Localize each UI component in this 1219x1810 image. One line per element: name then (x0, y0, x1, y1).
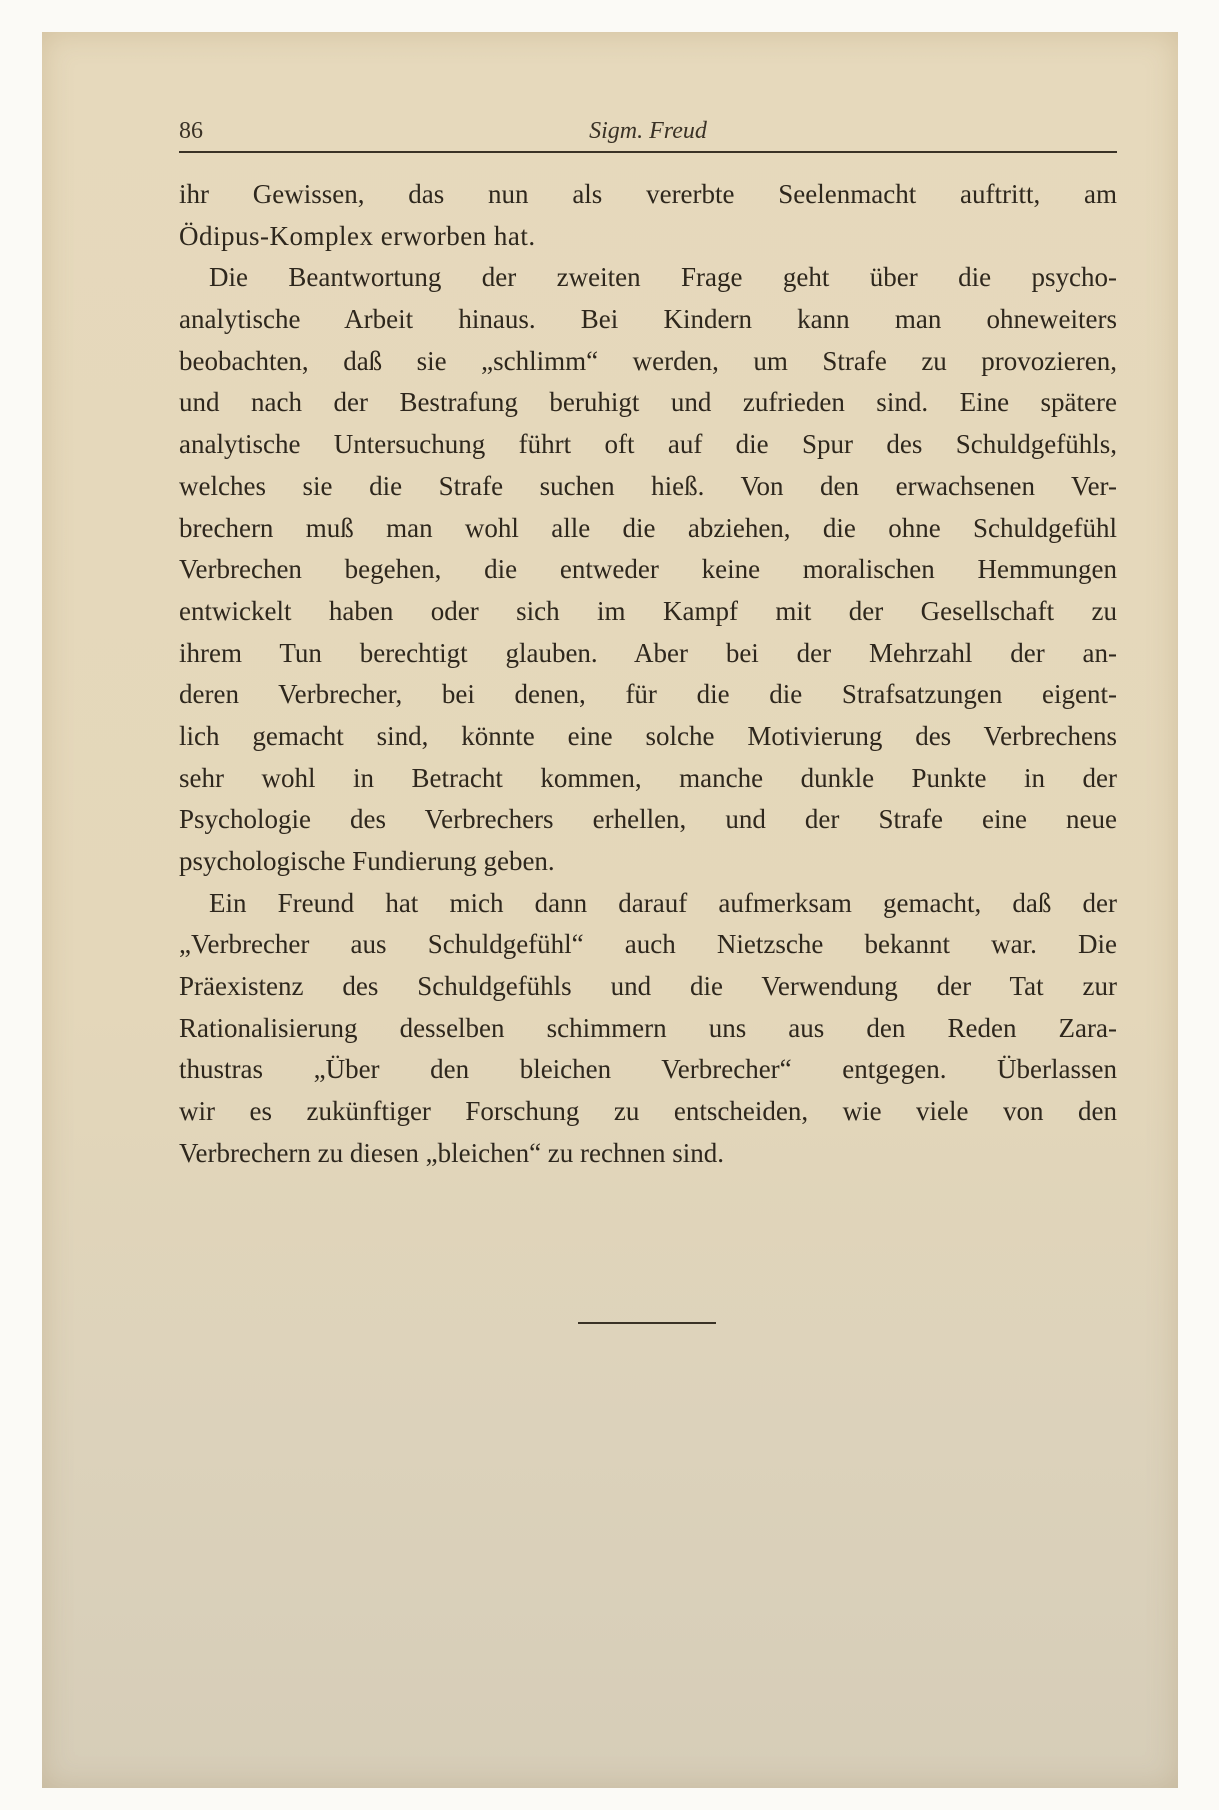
text-line: thustras „Über den bleichen Verbrecher“ entgegen. Überlassen (179, 1054, 1117, 1085)
body-text (179, 174, 1117, 1175)
text-line: brechern muß man wohl alle die abziehen, die ohne Schuldgefühl (179, 512, 1117, 543)
text-line: beobachten, daß sie „schlimm“ werden, um Strafe zu provozieren, (179, 345, 1117, 376)
text-line: Ein Freund hat mich dann darauf aufmerksam gemacht, daß der (209, 887, 1117, 918)
text-line: ihr Gewissen, das nun als vererbte Seelenmacht auftritt, am (179, 179, 1117, 209)
running-title: Sigm. Freud (589, 118, 707, 144)
section-end-rule (578, 1322, 716, 1324)
text-line: Verbrechern zu diesen „bleichen“ zu rechnen sind. (179, 1137, 724, 1168)
text-line: Psychologie des Verbrechers erhellen, und der Strafe eine neue (179, 804, 1117, 835)
text-line: Rationalisierung desselben schimmern uns aus den Reden Zara- (179, 1012, 1117, 1043)
text-line: Ödipus-Komplex erworben hat. (179, 220, 536, 251)
text-line: psychologische Fundierung geben. (179, 846, 555, 876)
page-header (179, 112, 1117, 152)
text-line: lich gemacht sind, könnte eine solche Motivierung des Verbrechens (179, 720, 1117, 751)
text-line: sehr wohl in Betracht kommen, manche dunkle Punkte in der (179, 762, 1117, 793)
page-number: 86 (179, 118, 203, 144)
text-line: entwickelt haben oder sich im Kampf mit der Gesellschaft zu (179, 595, 1117, 626)
text-line: Die Beantwortung der zweiten Frage geht über die psycho- (209, 262, 1117, 293)
header-rule (179, 151, 1117, 153)
text-line: analytische Arbeit hinaus. Bei Kindern kann man ohneweiters (179, 304, 1117, 335)
text-line: Verbrechen begehen, die entweder keine moralischen Hemmungen (179, 554, 1117, 585)
text-line: welches sie die Strafe suchen hieß. Von den erwachsenen Ver- (179, 470, 1117, 501)
text-line: „Verbrecher aus Schuldgefühl“ auch Nietzsche bekannt war. Die (179, 929, 1117, 960)
text-line: ihrem Tun berechtigt glauben. Aber bei der Mehrzahl der an- (179, 637, 1117, 668)
text-line: deren Verbrecher, bei denen, für die die Strafsatzungen eigent- (179, 679, 1117, 710)
text-line: analytische Untersuchung führt oft auf die Spur des Schuldgefühls, (179, 429, 1117, 460)
text-line: wir es zukünftiger Forschung zu entscheiden, wie viele von den (179, 1096, 1117, 1127)
text-line: Präexistenz des Schuldgefühls und die Verwendung der Tat zur (179, 971, 1117, 1002)
text-line: und nach der Bestrafung beruhigt und zufrieden sind. Eine spätere (179, 387, 1117, 418)
